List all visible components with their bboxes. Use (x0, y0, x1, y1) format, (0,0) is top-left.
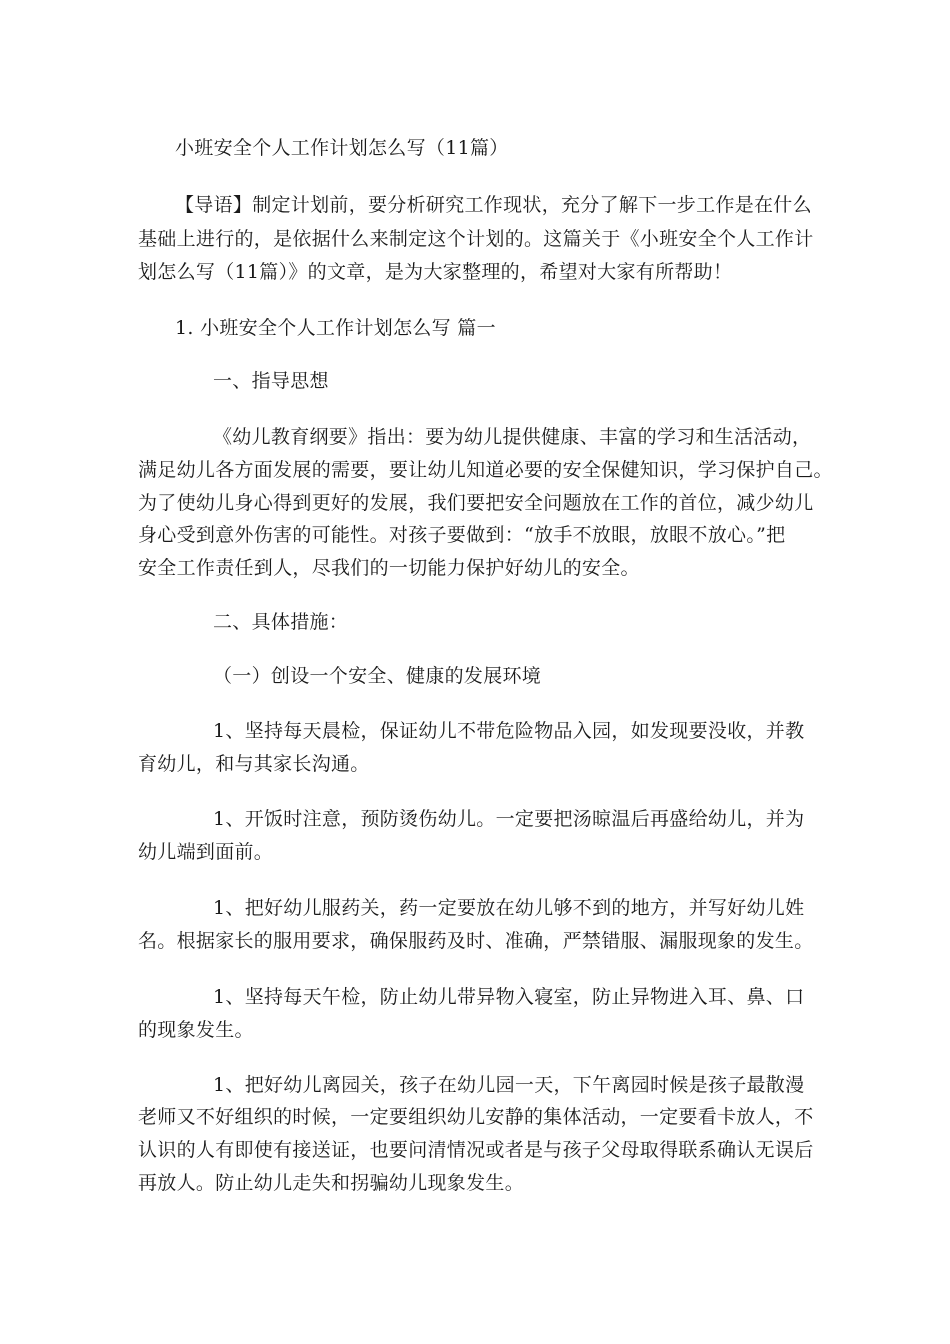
list-item-line: 名。根据家长的服用要求，确保服药及时、准确，严禁错服、漏服现象的发生。 (138, 930, 814, 952)
list-item-line: 认识的人有即使有接送证，也要问清情况或者是与孩子父母取得联系确认无误后 (138, 1139, 814, 1161)
list-item-line: 育幼儿，和与其家长沟通。 (138, 753, 370, 775)
list-item-line: 的现象发生。 (138, 1019, 254, 1041)
list-item-line: 老师又不好组织的时候，一定要组织幼儿安静的集体活动，一定要看卡放人，不 (138, 1106, 814, 1128)
paragraph-line: 身心受到意外伤害的可能性。对孩子要做到：“放手不放眼，放眼不放心。”把 (138, 524, 786, 546)
paragraph-line: 《幼儿教育纲要》指出：要为幼儿提供健康、丰富的学习和生活活动， (213, 426, 812, 448)
list-item-line: 1、坚持每天晨检，保证幼儿不带危险物品入园，如发现要没收，并教 (213, 720, 805, 742)
section-heading: 1. 小班安全个人工作计划怎么写 篇一 (175, 317, 496, 339)
paragraph-line: 为了使幼儿身心得到更好的发展，我们要把安全问题放在工作的首位，减少幼儿 (138, 492, 814, 514)
paragraph-line: 安全工作责任到人，尽我们的一切能力保护好幼儿的安全。 (138, 557, 640, 579)
part2-heading: 二、具体措施： (213, 611, 349, 633)
list-item-line: 1、把好幼儿离园关，孩子在幼儿园一天，下午离园时候是孩子最散漫 (213, 1074, 805, 1096)
intro-line: 【导语】制定计划前，要分析研究工作现状，充分了解下一步工作是在什么 (175, 194, 812, 216)
list-item-line: 再放人。防止幼儿走失和拐骗幼儿现象发生。 (138, 1172, 525, 1194)
list-item-line: 1、坚持每天午检，防止幼儿带异物入寝室，防止异物进入耳、鼻、口 (213, 986, 805, 1008)
list-item-line: 幼儿端到面前。 (138, 841, 274, 863)
part1-heading: 一、指导思想 (213, 370, 329, 392)
paragraph-line: 满足幼儿各方面发展的需要，要让幼儿知道必要的安全保健知识，学习保护自己。 (138, 459, 833, 481)
list-item-line: 1、开饭时注意，预防烫伤幼儿。一定要把汤晾温后再盛给幼儿，并为 (213, 808, 805, 830)
intro-line: 划怎么写（11篇）》的文章，是为大家整理的，希望对大家有所帮助！ (138, 261, 733, 283)
intro-line: 基础上进行的，是依据什么来制定这个计划的。这篇关于《小班安全个人工作计 (138, 228, 814, 250)
sub1-heading: （一）创设一个安全、健康的发展环境 (213, 665, 542, 687)
list-item-line: 1、把好幼儿服药关，药一定要放在幼儿够不到的地方，并写好幼儿姓 (213, 897, 805, 919)
document-title: 小班安全个人工作计划怎么写（11篇） (175, 137, 509, 159)
